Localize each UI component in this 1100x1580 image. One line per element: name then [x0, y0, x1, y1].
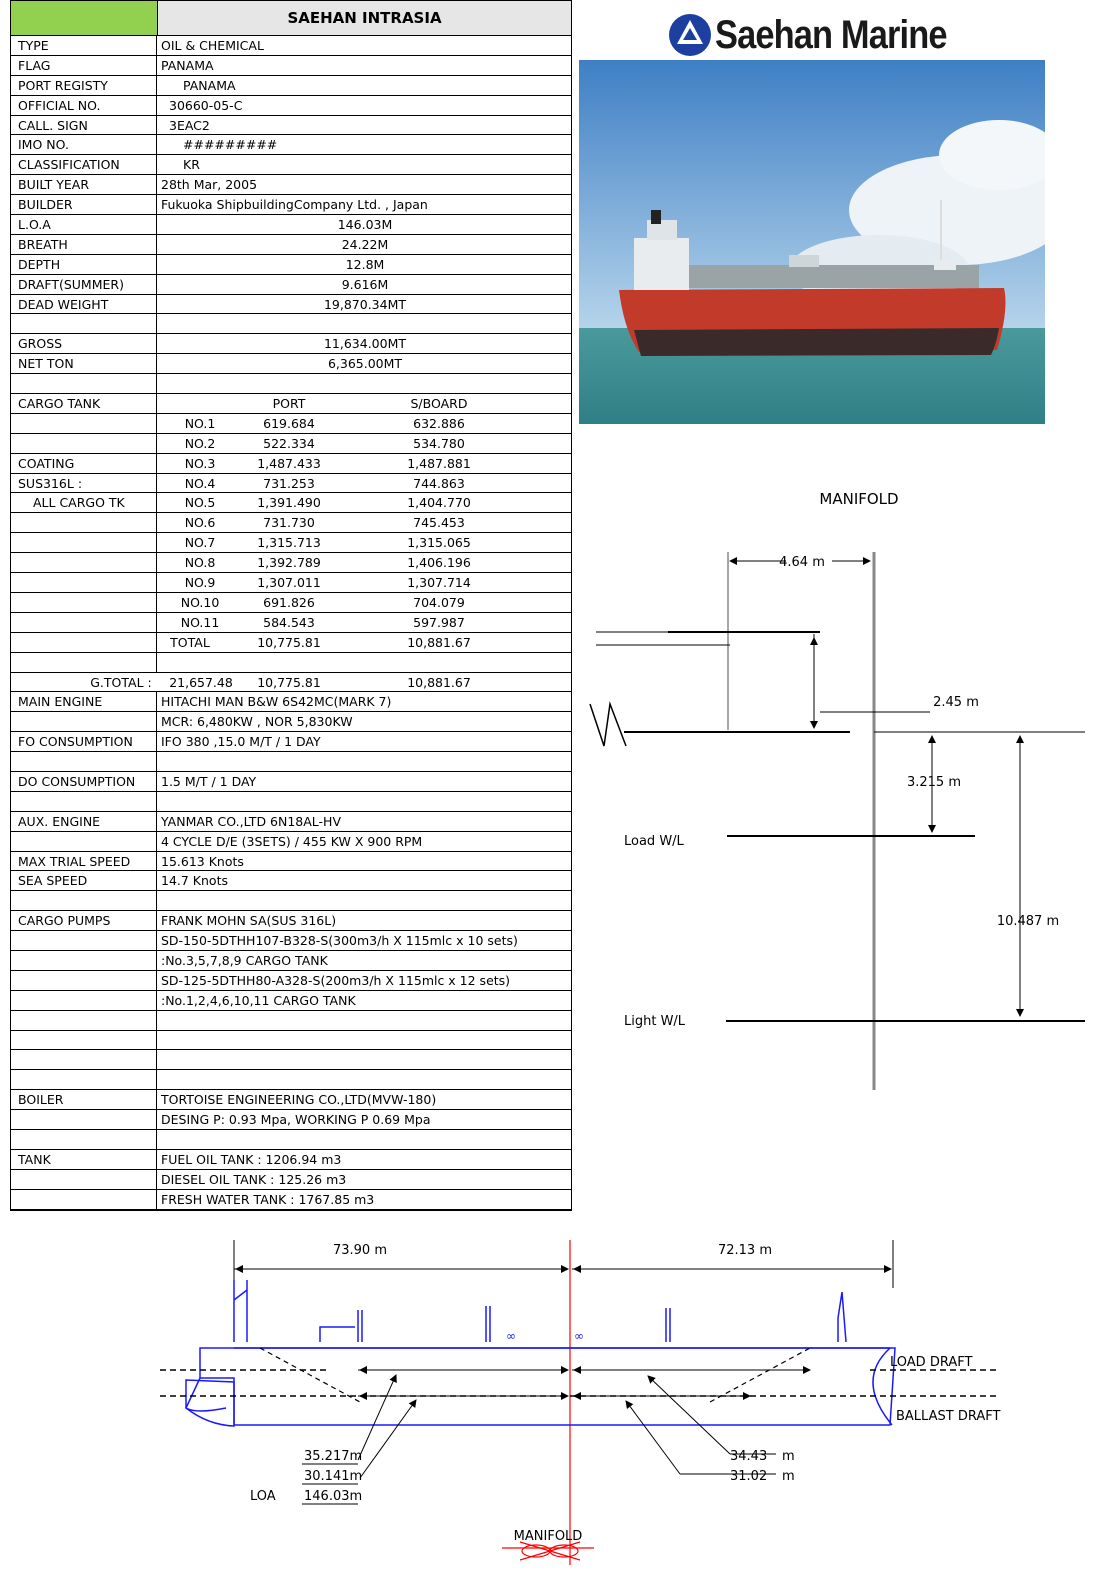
spec-value: 3EAC2 — [169, 117, 210, 133]
ballast-draft-label: BALLAST DRAFT — [896, 1409, 1001, 1424]
aft-ballast-dist: 30.141m — [304, 1469, 363, 1484]
spec-label: TYPE — [11, 36, 157, 55]
tank-number: NO.10 — [180, 594, 220, 610]
spec-value: :No.3,5,7,8,9 CARGO TANK — [161, 952, 328, 968]
spec-label: NET TON — [11, 354, 157, 373]
spec-value: 15.613 Knots — [161, 853, 244, 869]
spec-value — [159, 1070, 571, 1089]
gtotal-row — [11, 673, 571, 693]
spec-label — [11, 891, 157, 910]
spec-row — [11, 712, 571, 732]
spec-label — [11, 1011, 157, 1030]
spec-value: HITACHI MAN B&W 6S42MC(MARK 7) — [161, 694, 392, 710]
spec-value: 19,870.34MT — [323, 296, 407, 312]
manifold-label: MANIFOLD — [513, 1529, 583, 1544]
total-sboard: 10,881.67 — [407, 634, 471, 650]
svg-text:∞: ∞ — [506, 1329, 516, 1343]
spec-label: MAIN ENGINE — [11, 692, 157, 711]
tank-number: NO.9 — [184, 575, 216, 591]
spec-value: SD-125-5DTHH80-A328-S(200m3/h X 115mlc x 12 sets) — [161, 972, 511, 988]
tank-row — [11, 434, 571, 454]
spec-label: DEAD WEIGHT — [11, 295, 157, 314]
spec-value — [159, 1031, 571, 1050]
tank-sboard-volume: 704.079 — [413, 594, 465, 610]
spec-value: ######### — [183, 137, 278, 153]
spec-label: SEA SPEED — [11, 871, 157, 890]
spec-row — [11, 692, 571, 712]
spec-label: BOILER — [11, 1090, 157, 1109]
spec-row — [11, 1190, 571, 1210]
spec-row — [11, 1050, 571, 1070]
spec-label: L.O.A — [11, 215, 157, 234]
tank-port-volume: 731.730 — [263, 515, 315, 531]
spec-row — [11, 852, 571, 872]
spec-value: YANMAR CO.,LTD 6N18AL-HV — [161, 813, 342, 829]
spec-row — [11, 931, 571, 951]
spec-label: AUX. ENGINE — [11, 812, 157, 831]
spec-value: FRANK MOHN SA(SUS 316L) — [161, 913, 337, 929]
spec-label: CALL. SIGN — [11, 116, 157, 135]
tank-row — [11, 593, 571, 613]
spec-value: OIL & CHEMICAL — [161, 38, 264, 53]
tank-side-label — [11, 573, 157, 592]
manifold-height: 2.45 m — [933, 695, 979, 710]
tank-row — [11, 474, 571, 494]
aft-load-dist: 35.217m — [304, 1449, 363, 1464]
spec-value: 14.7 Knots — [161, 873, 228, 889]
tank-side-label — [11, 513, 157, 532]
spec-value: KR — [183, 157, 200, 173]
spec-row — [11, 812, 571, 832]
tank-number: NO.8 — [184, 555, 216, 571]
spec-value — [159, 1050, 571, 1069]
loa-value: 146.03m — [304, 1489, 363, 1504]
spec-value: DESING P: 0.93 Mpa, WORKING P 0.69 Mpa — [161, 1112, 431, 1128]
tank-row — [11, 493, 571, 513]
company-logo-icon — [668, 12, 712, 58]
spec-label — [11, 792, 157, 811]
ship-name: SAEHAN INTRASIA — [158, 1, 571, 35]
general-specs — [11, 36, 571, 394]
spec-value: 30660-05-C — [169, 97, 243, 113]
spec-value: FRESH WATER TANK : 1767.85 m3 — [161, 1191, 375, 1207]
spec-row — [11, 1031, 571, 1051]
spec-label: BUILT YEAR — [11, 175, 157, 194]
tank-side-label: ALL CARGO TK — [11, 493, 157, 512]
spec-row — [11, 1070, 571, 1090]
spec-row — [11, 1011, 571, 1031]
fwd-load-dist: 34.43 — [730, 1449, 768, 1464]
spec-row — [11, 314, 571, 334]
spec-label: CARGO PUMPS — [11, 911, 157, 930]
spec-label: MAX TRIAL SPEED — [11, 852, 157, 871]
load-draft-label: LOAD DRAFT — [890, 1355, 973, 1370]
manifold-title: MANIFOLD — [819, 490, 899, 508]
spec-value — [159, 891, 571, 910]
spec-row — [11, 891, 571, 911]
spec-value — [159, 792, 571, 811]
spec-row — [11, 195, 571, 215]
manifold-diagram — [580, 480, 1090, 1100]
spec-label — [11, 1170, 157, 1189]
tank-sboard-volume: 745.453 — [413, 515, 465, 531]
tank-number: NO.3 — [184, 455, 216, 471]
spec-value — [159, 374, 571, 393]
ship-hull — [186, 1280, 895, 1426]
tank-row — [11, 533, 571, 553]
spec-value: FUEL OIL TANK : 1206.94 m3 — [161, 1151, 342, 1167]
tank-row — [11, 414, 571, 434]
aft-length: 73.90 m — [332, 1243, 388, 1258]
spec-label — [11, 832, 157, 851]
spec-row — [11, 255, 571, 275]
fwd-load-unit: m — [782, 1449, 795, 1464]
spec-row — [11, 971, 571, 991]
spec-row — [11, 732, 571, 752]
spec-row — [11, 215, 571, 235]
tank-port-volume: 1,392.789 — [257, 555, 321, 571]
tank-sboard-volume: 744.863 — [413, 475, 465, 491]
spec-row — [11, 56, 571, 76]
spec-row — [11, 1170, 571, 1190]
spec-value: 12.8M — [345, 256, 385, 272]
spec-label: DO CONSUMPTION — [11, 772, 157, 791]
spec-row — [11, 235, 571, 255]
spec-value: DIESEL OIL TANK : 125.26 m3 — [161, 1171, 347, 1187]
spec-value: SD-150-5DTHH107-B328-S(300m3/h X 115mlc x 10 sets) — [161, 933, 518, 949]
tank-number: NO.2 — [184, 435, 216, 451]
spec-label: IMO NO. — [11, 135, 157, 154]
spec-row — [11, 354, 571, 374]
ship-profile-diagram — [150, 1230, 1010, 1575]
cargo-header-row — [11, 394, 571, 414]
spec-row — [11, 76, 571, 96]
spec-value: 28th Mar, 2005 — [161, 177, 258, 193]
spec-row — [11, 871, 571, 891]
spec-value — [159, 1011, 571, 1030]
total-label: TOTAL — [170, 634, 210, 650]
light-draft-distance: 10.487 m — [996, 914, 1060, 929]
spec-row — [11, 991, 571, 1011]
cargo-total-row — [11, 633, 571, 653]
spec-value: IFO 380 ,15.0 M/T / 1 DAY — [161, 734, 321, 750]
loa-label: LOA — [250, 1489, 276, 1504]
spec-label — [11, 1130, 157, 1149]
gtotal-label: G.TOTAL : — [90, 674, 152, 690]
gtotal-value: 21,657.48 — [169, 674, 233, 690]
gtotal-port: 10,775.81 — [257, 674, 321, 690]
spec-label: TANK — [11, 1150, 157, 1169]
tank-number: NO.6 — [184, 515, 216, 531]
spec-value: 1.5 M/T / 1 DAY — [161, 773, 257, 789]
spec-label — [11, 752, 157, 771]
spec-label — [11, 314, 157, 333]
spec-label: DRAFT(SUMMER) — [11, 275, 157, 294]
spec-label — [11, 1070, 157, 1089]
svg-text:∞: ∞ — [574, 1329, 584, 1343]
tank-side-label — [11, 553, 157, 572]
spec-value: 6,365.00MT — [327, 356, 403, 372]
load-draft-distance: 3.215 m — [906, 775, 962, 790]
load-wl-label: Load W/L — [624, 834, 684, 849]
tank-side-label — [11, 434, 157, 453]
horiz-distance: 4.64 m — [779, 555, 825, 570]
spec-value: PANAMA — [161, 57, 214, 73]
company-logo-text: Saehan Marine — [715, 13, 947, 57]
tank-sboard-volume: 632.886 — [413, 415, 465, 431]
spec-sheet — [10, 0, 572, 1211]
spec-row — [11, 155, 571, 175]
spec-value: 9.616M — [341, 276, 389, 292]
spec-row — [11, 1110, 571, 1130]
tank-port-volume: 619.684 — [263, 415, 315, 431]
spec-row — [11, 275, 571, 295]
manifold-symbol-icon — [502, 1542, 594, 1560]
spec-row — [11, 175, 571, 195]
spec-value: TORTOISE ENGINEERING CO.,LTD(MVW-180) — [161, 1092, 437, 1108]
spec-label: OFFICIAL NO. — [11, 96, 157, 115]
tank-row — [11, 553, 571, 573]
tank-sboard-volume: 597.987 — [413, 614, 465, 630]
tank-number: NO.5 — [184, 495, 216, 511]
tank-side-label: COATING — [11, 454, 157, 473]
spec-label — [11, 1031, 157, 1050]
tank-port-volume: 1,315.713 — [257, 535, 321, 551]
spec-label: PORT REGISTY — [11, 76, 157, 95]
spec-label: BREATH — [11, 235, 157, 254]
tank-port-volume: 584.543 — [263, 614, 315, 630]
blank-row — [11, 653, 571, 673]
tank-sboard-volume: 1,406.196 — [407, 555, 471, 571]
tank-port-volume: 731.253 — [263, 475, 315, 491]
spec-label — [11, 971, 157, 990]
spec-row — [11, 334, 571, 354]
tank-number: NO.1 — [184, 415, 216, 431]
tank-sboard-volume: 1,487.881 — [407, 455, 471, 471]
spec-row — [11, 374, 571, 394]
tank-number: NO.11 — [180, 614, 220, 630]
spec-row — [11, 36, 571, 56]
spec-label — [11, 991, 157, 1010]
title-accent — [11, 1, 158, 35]
tank-row — [11, 513, 571, 533]
spec-row — [11, 135, 571, 155]
spec-label — [11, 1050, 157, 1069]
spec-value: 24.22M — [341, 236, 389, 252]
spec-row — [11, 1130, 571, 1150]
gtotal-sboard: 10,881.67 — [407, 674, 471, 690]
spec-row — [11, 1090, 571, 1110]
spec-value — [159, 752, 571, 771]
tank-port-volume: 522.334 — [263, 435, 315, 451]
spec-value: Fukuoka ShipbuildingCompany Ltd. , Japan — [161, 197, 428, 213]
spec-label — [11, 1110, 157, 1129]
spec-label — [11, 931, 157, 950]
spec-value — [159, 314, 571, 333]
spec-value: 146.03M — [337, 217, 393, 233]
spec-label — [11, 374, 157, 393]
tank-port-volume: 1,391.490 — [257, 495, 321, 511]
tank-row — [11, 454, 571, 474]
cargo-tank-rows — [11, 414, 571, 633]
tank-side-label — [11, 613, 157, 632]
spec-row — [11, 911, 571, 931]
machinery-specs — [11, 692, 571, 1209]
fwd-ballast-unit: m — [782, 1469, 795, 1484]
spec-label — [11, 1190, 157, 1209]
tank-side-label — [11, 414, 157, 433]
spec-row — [11, 96, 571, 116]
spec-row — [11, 1150, 571, 1170]
spec-label: BUILDER — [11, 195, 157, 214]
port-header: PORT — [272, 396, 306, 412]
spec-value: 11,634.00MT — [323, 336, 407, 352]
spec-row — [11, 752, 571, 772]
spec-label — [11, 951, 157, 970]
tank-port-volume: 691.826 — [263, 594, 315, 610]
total-port: 10,775.81 — [257, 634, 321, 650]
spec-label — [11, 712, 157, 731]
spec-row — [11, 295, 571, 315]
spec-value: PANAMA — [183, 77, 236, 93]
tank-side-label — [11, 533, 157, 552]
tank-number: NO.4 — [184, 475, 216, 491]
spec-label: GROSS — [11, 334, 157, 353]
sboard-header: S/BOARD — [410, 396, 468, 412]
spec-value: MCR: 6,480KW , NOR 5,830KW — [161, 714, 353, 730]
spec-value — [159, 1130, 571, 1149]
tank-side-label: SUS316L : — [11, 474, 157, 493]
fwd-length: 72.13 m — [717, 1243, 773, 1258]
spec-row — [11, 832, 571, 852]
spec-row — [11, 792, 571, 812]
tank-sboard-volume: 1,404.770 — [407, 495, 471, 511]
tank-row — [11, 613, 571, 633]
tank-sboard-volume: 1,307.714 — [407, 575, 471, 591]
sheet-title-row — [11, 1, 571, 36]
tank-number: NO.7 — [184, 535, 216, 551]
tank-row — [11, 573, 571, 593]
spec-label: FO CONSUMPTION — [11, 732, 157, 751]
tank-port-volume: 1,307.011 — [257, 575, 321, 591]
ship-photo — [579, 60, 1045, 424]
tank-sboard-volume: 534.780 — [413, 435, 465, 451]
spec-label: CLASSIFICATION — [11, 155, 157, 174]
tank-port-volume: 1,487.433 — [257, 455, 321, 471]
fwd-ballast-dist: 31.02 — [730, 1469, 768, 1484]
spec-value: 4 CYCLE D/E (3SETS) / 455 KW X 900 RPM — [161, 833, 423, 849]
spec-row — [11, 772, 571, 792]
cargo-tank-label: CARGO TANK — [11, 394, 157, 413]
spec-row — [11, 951, 571, 971]
spec-label: FLAG — [11, 56, 157, 75]
tank-sboard-volume: 1,315.065 — [407, 535, 471, 551]
spec-label: DEPTH — [11, 255, 157, 274]
tank-side-label — [11, 593, 157, 612]
light-wl-label: Light W/L — [624, 1014, 686, 1029]
spec-row — [11, 116, 571, 136]
spec-value: :No.1,2,4,6,10,11 CARGO TANK — [161, 992, 356, 1008]
